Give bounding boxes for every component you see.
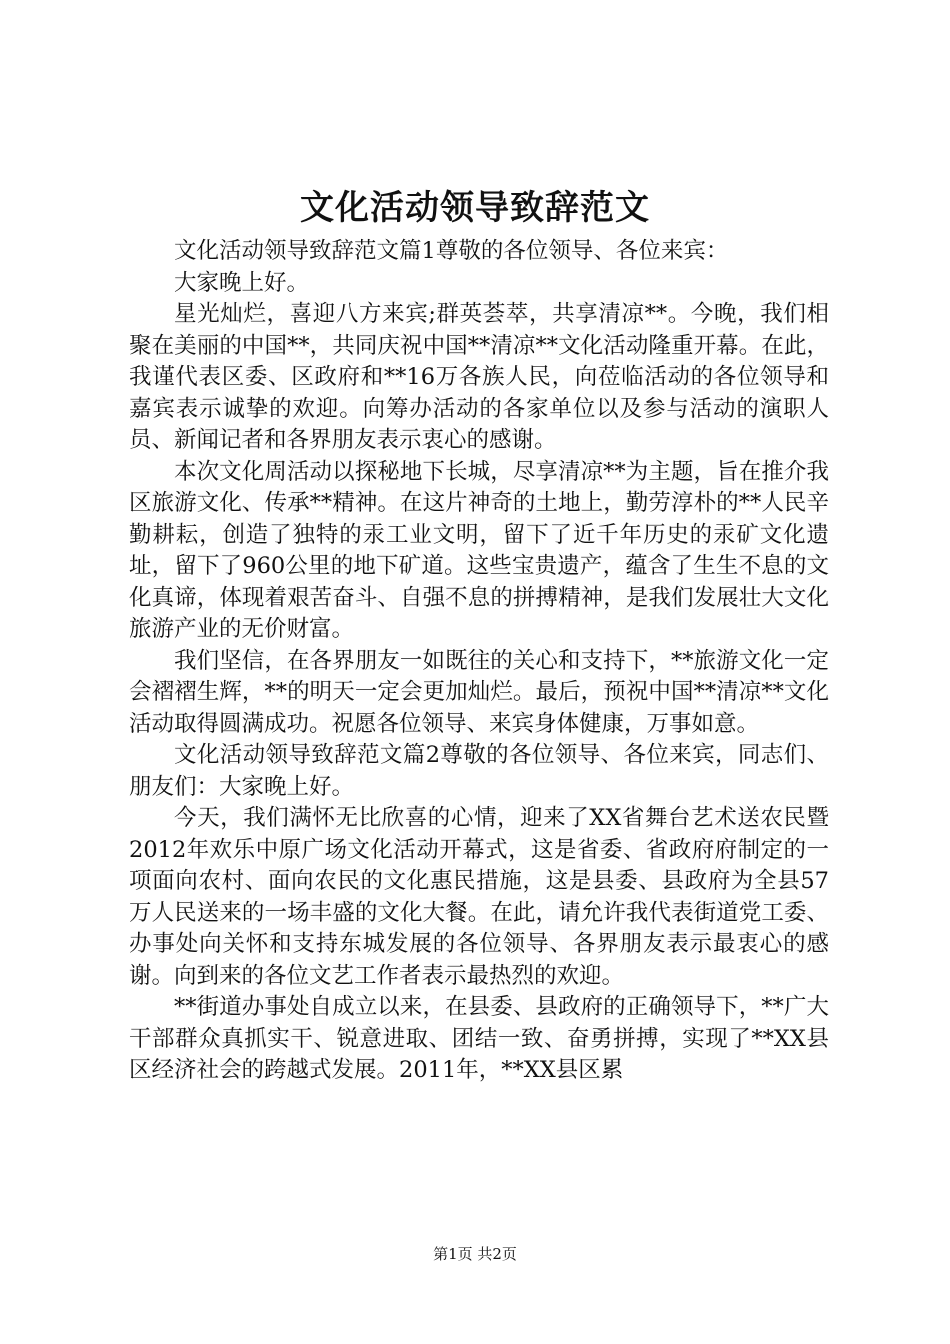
- paragraph: 星光灿烂，喜迎八方来宾;群英荟萃，共享清凉**。今晚，我们相聚在美丽的中国**，共同庆祝中国**清凉**文化活动隆重开幕。在此，我谨代表区委、区政府和**16万各族人民，向莅临活动的各位领导和嘉宾表示诚挚的欢迎。向筹办活动的各家单位以及参与活动的演职人员、新闻记者和各界朋友表示衷心的感谢。: [129, 301, 829, 453]
- paragraph: 文化活动领导致辞范文篇1尊敬的各位领导、各位来宾：: [174, 238, 729, 264]
- paragraph: 今天，我们满怀无比欣喜的心情，迎来了XX省舞台艺术送农民暨2012年欢乐中原广场文化活动开幕式，这是省委、省政府府制定的一项面向农村、面向农民的文化惠民措施，这是县委、县政府为全县57万人民送来的一场丰盛的文化大餐。在此，请允许我代表街道党工委、办事处向关怀和支持东城发展的各位领导、各界朋友表示最衷心的感谢。向到来的各位文艺工作者表示最热烈的欢迎。: [129, 805, 829, 989]
- paragraph: 本次文化周活动以探秘地下长城，尽享清凉**为主题，旨在推介我区旅游文化、传承**精神。在这片神奇的土地上，勤劳淳朴的**人民辛勤耕耘，创造了独特的汞工业文明，留下了近千年历史的汞矿文化遗址，留下了960公里的地下矿道。这些宝贵遗产，蕴含了生生不息的文化真谛，体现着艰苦奋斗、自强不息的拼搏精神，是我们发展壮大文化旅游产业的无价财富。: [129, 458, 829, 642]
- paragraph: **街道办事处自成立以来，在县委、县政府的正确领导下，**广大干部群众真抓实干、锐意进取、团结一致、奋勇拼搏，实现了**XX县区经济社会的跨越式发展。2011年，**XX县区累: [129, 994, 829, 1083]
- paragraph: 大家晚上好。: [174, 269, 310, 296]
- paragraph: 我们坚信，在各界朋友一如既往的关心和支持下，**旅游文化一定会褶褶生辉，**的明天一定会更加灿烂。最后，预祝中国**清凉**文化活动取得圆满成功。祝愿各位领导、来宾身体健康，万事如意。: [129, 647, 829, 737]
- page-number-footer: 第1页 共2页: [433, 1245, 517, 1263]
- document-body: [129, 236, 829, 1087]
- paragraph: 文化活动领导致辞范文篇2尊敬的各位领导、各位来宾，同志们、朋友们：大家晚上好。: [129, 742, 829, 800]
- document-title: 文化活动领导致辞范文: [300, 188, 650, 228]
